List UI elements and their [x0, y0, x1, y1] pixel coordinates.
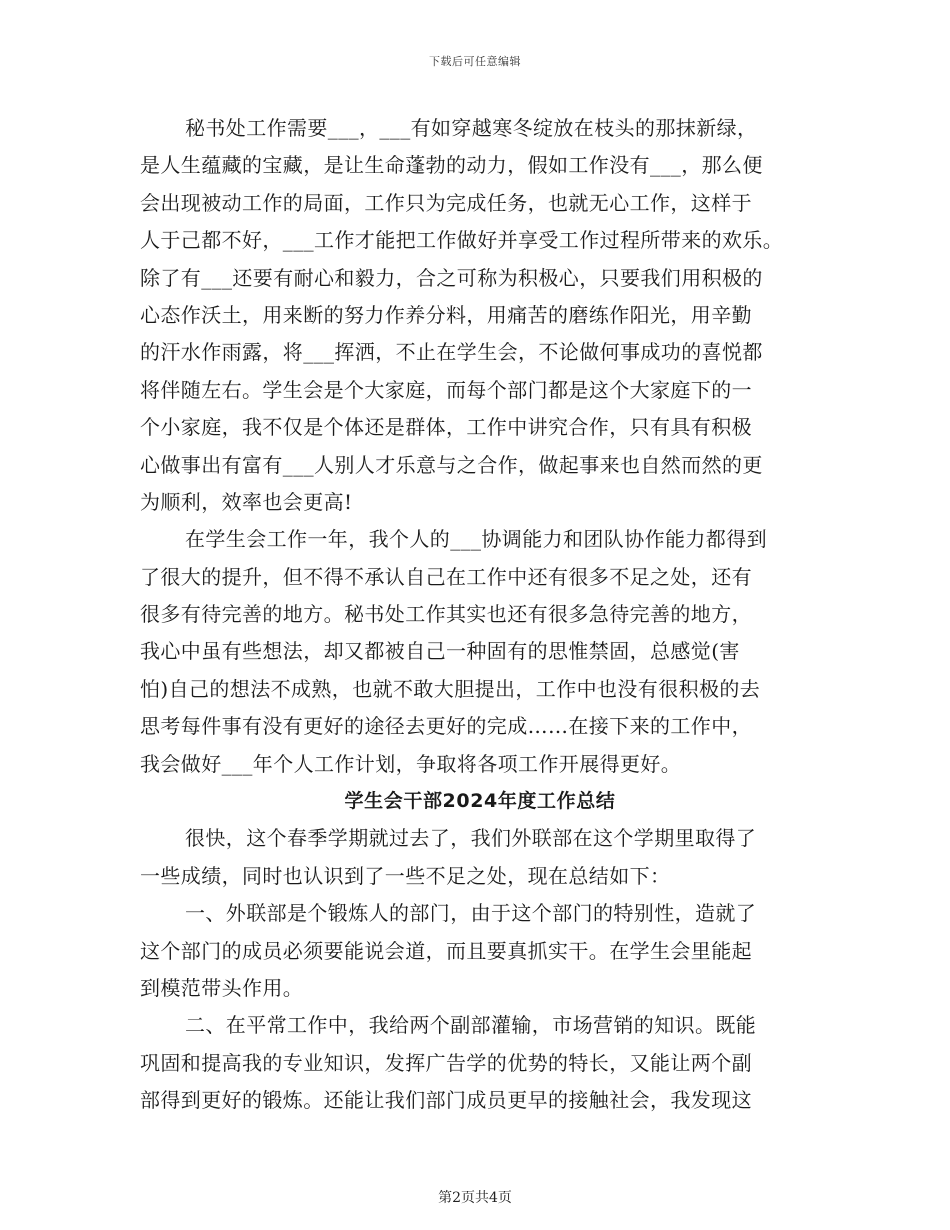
text-line: 我心中虽有些想法，却又都被自己一种固有的思惟禁固，总感觉(害: [140, 639, 740, 664]
text-line: 秘书处工作需要___，___有如穿越寒冬绽放在枝头的那抹新绿，: [185, 116, 758, 140]
text-line: 是人生蕴藏的宝藏，是让生命蓬勃的动力，假如工作没有___，那么便: [140, 153, 763, 178]
text-line: 怕)自己的想法不成熟，也就不敢大胆提出，工作中也没有很积极的去: [140, 676, 761, 701]
paragraph: [140, 895, 820, 1007]
paragraph: [140, 1007, 820, 1119]
header-note: 下载后可任意编辑: [429, 55, 521, 68]
page-number: 第2页共4页: [438, 1190, 512, 1206]
paragraph: [140, 110, 820, 521]
text-line: 除了有___还要有耐心和毅力，合之可称为积极心，只要我们用积极的: [140, 265, 763, 290]
text-line: 将伴随左右。学生会是个大家庭，而每个部门都是这个大家庭下的一: [140, 377, 752, 402]
text-line: 为顺利，效率也会更高!: [140, 489, 353, 514]
text-line: 很多有待完善的地方。秘书处工作其实也还有很多急待完善的地方，: [140, 602, 752, 627]
text-line: 一、外联部是个锻炼人的部门，由于这个部门的特别性，造就了: [185, 901, 757, 926]
text-line: 了很大的提升，但不得不承认自己在工作中还有很多不足之处，还有: [140, 564, 752, 589]
text-line: 巩固和提高我的专业知识，发挥广告学的优势的特长，又能让两个副: [140, 1050, 752, 1075]
text-line: 思考每件事有没有更好的途径去更好的完成……在接下来的工作中，: [140, 714, 752, 739]
text-line: 到模范带头作用。: [140, 975, 304, 1000]
text-line: 的汗水作雨露，将___挥洒，不止在学生会，不论做何事成功的喜悦都: [140, 340, 763, 365]
document-body: [140, 110, 820, 1120]
text-line: 心态作沃土，用来断的努力作养分料，用痛苦的磨练作阳光，用辛勤: [140, 302, 752, 327]
text-line: 很快，这个春季学期就过去了，我们外联部在这个学期里取得了: [185, 826, 757, 851]
text-line: 二、在平常工作中，我给两个副部灌输，市场营销的知识。既能: [185, 1013, 757, 1038]
text-line: 这个部门的成员必须要能说会道，而且要真抓实干。在学生会里能起: [140, 938, 752, 963]
text-line: 心做事出有富有___人别人才乐意与之合作，做起事来也自然而然的更: [140, 452, 763, 477]
paragraph: [140, 521, 820, 783]
text-line: 一些成绩，同时也认识到了一些不足之处，现在总结如下：: [140, 863, 671, 888]
text-line: 人于己都不好，___工作才能把工作做好并享受工作过程所带来的欢乐。: [140, 228, 784, 253]
text-line: 个小家庭，我不仅是个体还是群体，工作中讲究合作，只有具有积极: [140, 415, 752, 440]
text-line: 我会做好___年个人工作计划，争取将各项工作开展得更好。: [140, 751, 682, 776]
section-title: 学生会干部2024年度工作总结: [344, 790, 616, 813]
text-line: 会出现被动工作的局面，工作只为完成任务，也就无心工作，这样于: [140, 190, 752, 215]
text-line: 在学生会工作一年，我个人的___协调能力和团队协作能力都得到: [185, 527, 767, 552]
text-line: 部得到更好的锻炼。还能让我们部门成员更早的接触社会，我发现这: [140, 1088, 752, 1113]
paragraph: [140, 820, 820, 895]
